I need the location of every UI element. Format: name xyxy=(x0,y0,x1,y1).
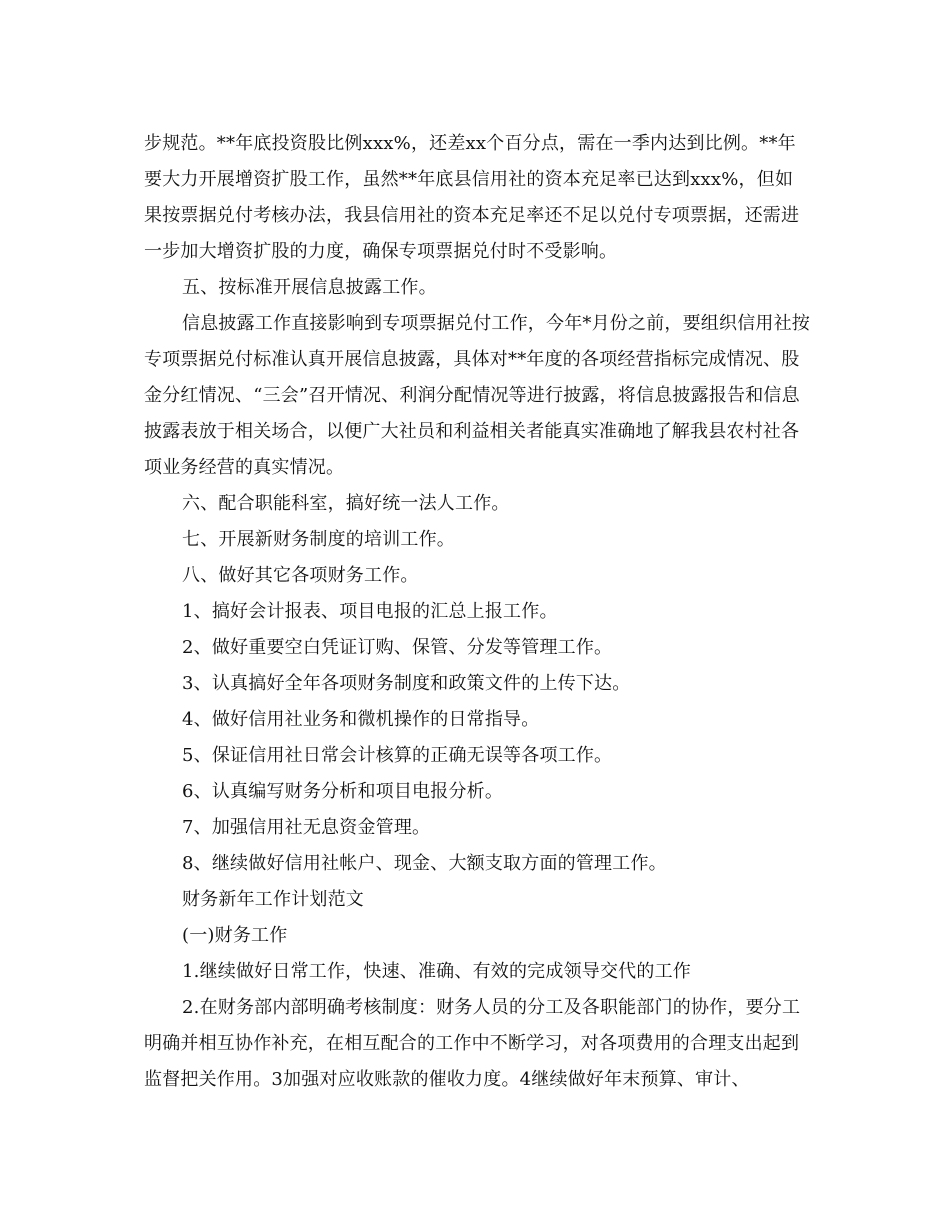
document-subtitle: 财务新年工作计划范文 xyxy=(182,889,364,910)
list-item: 5、保证信用社日常会计核算的正确无误等各项工作。 xyxy=(182,745,613,766)
section-heading: 七、开展新财务制度的培训工作。 xyxy=(182,529,455,550)
list-item: 6、认真编写财务分析和项目电报分析。 xyxy=(182,781,504,802)
list-item: 3、认真搞好全年各项财务制度和政策文件的上传下达。 xyxy=(182,673,631,694)
list-item: 1、搞好会计报表、项目电报的汇总上报工作。 xyxy=(182,601,558,622)
list-item: 4、做好信用社业务和微机操作的日常指导。 xyxy=(182,709,540,730)
list-item: 1.继续做好日常工作，快速、准确、有效的完成领导交代的工作 xyxy=(182,961,691,982)
section-heading: 五、按标准开展信息披露工作。 xyxy=(182,277,437,298)
document-page xyxy=(144,126,810,1098)
list-item: 8、继续做好信用社帐户、现金、大额支取方面的管理工作。 xyxy=(182,853,667,874)
section-heading: (一)财务工作 xyxy=(182,925,288,946)
paragraph: 步规范。**年底投资股比例xxx%，还差xx个百分点，需在一季内达到比例。**年要大力开展增资扩股工作，虽然**年底县信用社的资本充足率已达到xxx%，但如果按票据兑付考核办法，我县信用社的资本充足率还不足以兑付专项票据，还需进一步加大增资扩股的力度，确保专项票据兑付时不受影响。 xyxy=(144,133,800,262)
paragraph: 信息披露工作直接影响到专项票据兑付工作，今年*月份之前，要组织信用社按专项票据兑付标准认真开展信息披露，具体对**年度的各项经营指标完成情况、股金分红情况、“三会”召开情况、利润分配情况等进行披露，将信息披露报告和信息披露表放于相关场合，以便广大社员和利益相关者能真实准确地了解我县农村社各项业务经营的真实情况。 xyxy=(144,313,810,478)
section-heading: 八、做好其它各项财务工作。 xyxy=(182,565,419,586)
list-item: 2、做好重要空白凭证订购、保管、分发等管理工作。 xyxy=(182,637,613,658)
list-item: 7、加强信用社无息资金管理。 xyxy=(182,817,431,838)
section-heading: 六、配合职能科室，搞好统一法人工作。 xyxy=(182,493,510,514)
list-item: 2.在财务部内部明确考核制度：财务人员的分工及各职能部门的协作，要分工明确并相互协作补充，在相互配合的工作中不断学习，对各项费用的合理支出起到监督把关作用。3加强对应收账款的催收力度。4继续做好年末预算、审计、 xyxy=(144,997,801,1090)
